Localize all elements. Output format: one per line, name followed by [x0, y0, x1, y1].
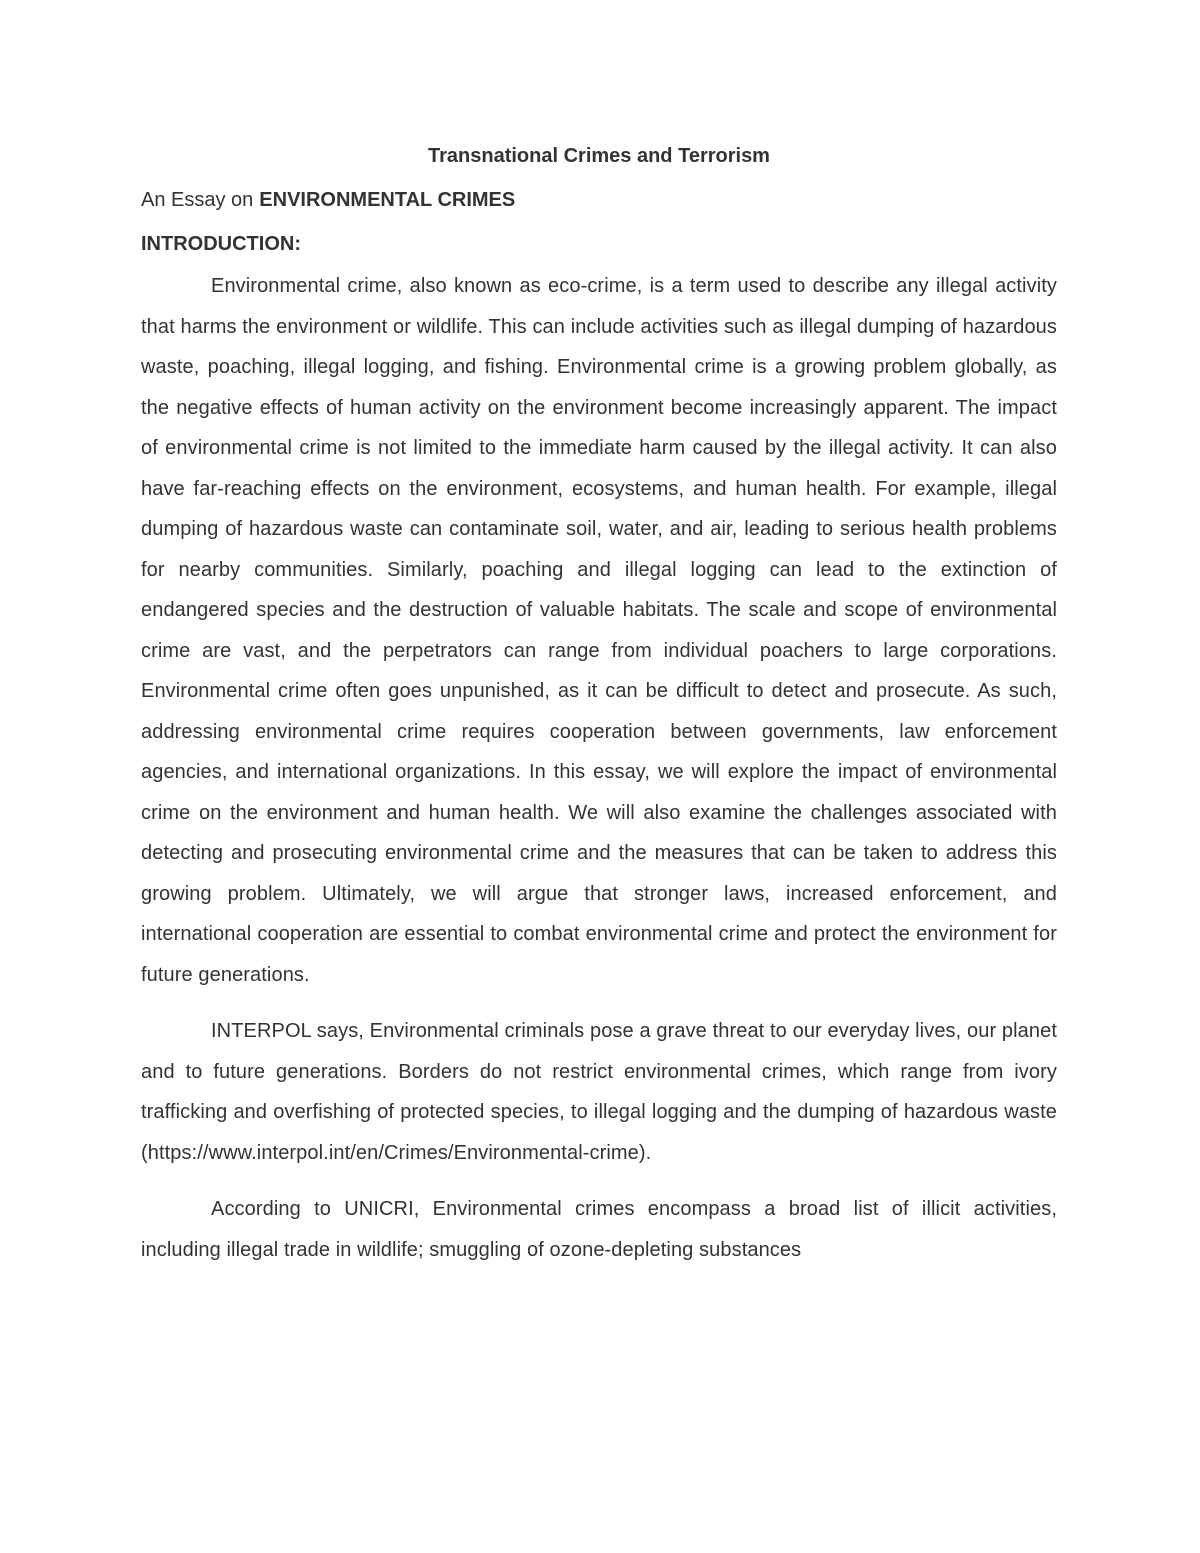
essay-subtitle: [141, 186, 1057, 214]
document-page: [141, 140, 1057, 1270]
section-heading: INTRODUCTION:: [141, 233, 301, 255]
document-title: Transnational Crimes and Terrorism: [428, 145, 770, 167]
paragraph-introduction: Environmental crime, also known as eco-crime, is a term used to describe any illegal activity that harms the environment or wildlife. This can include activities such as illegal dumping of hazardous waste, poaching, illegal logging, and fishing. Environmental crime is a growing problem globally, as the negative effects of human activity on the environment become increasingly apparent. The impact of environmental crime is not limited to the immediate harm caused by the illegal activity. It can also have far-reaching effects on the environment, ecosystems, and human health. For example, illegal dumping of hazardous waste can contaminate soil, water, and air, leading to serious health problems for nearby communities. Similarly, poaching and illegal logging can lead to the extinction of endangered species and the destruction of valuable habitats. The scale and scope of environmental crime are vast, and the perpetrators can range from individual poachers to large corporations. Environmental crime often goes unpunished, as it can be difficult to detect and prosecute. As such, addressing environmental crime requires cooperation between governments, law enforcement agencies, and international organizations. In this essay, we will explore the impact of environmental crime on the environment and human health. We will also examine the challenges associated with detecting and prosecuting environmental crime and the measures that can be taken to address this growing problem. Ultimately, we will argue that stronger laws, increased enforcement, and international cooperation are essential to combat environmental crime and protect the environment for future generations.: [141, 275, 1057, 986]
subtitle-prefix: An Essay on: [141, 189, 254, 211]
paragraph-unicri: According to UNICRI, Environmental crimes encompass a broad list of illicit activities, including illegal trade in wildlife; smuggling of ozone-depleting substances: [141, 1198, 1057, 1261]
subtitle-topic: ENVIRONMENTAL CRIMES: [259, 189, 516, 211]
paragraph-interpol: INTERPOL says, Environmental criminals pose a grave threat to our everyday lives, our planet and to future generations. Borders do not restrict environmental crimes, which range from ivory trafficking and overfishing of protected species, to illegal logging and the dumping of hazardous waste (https://www.interpol.int/en/Crimes/Environmental-crime).: [141, 1020, 1057, 1164]
